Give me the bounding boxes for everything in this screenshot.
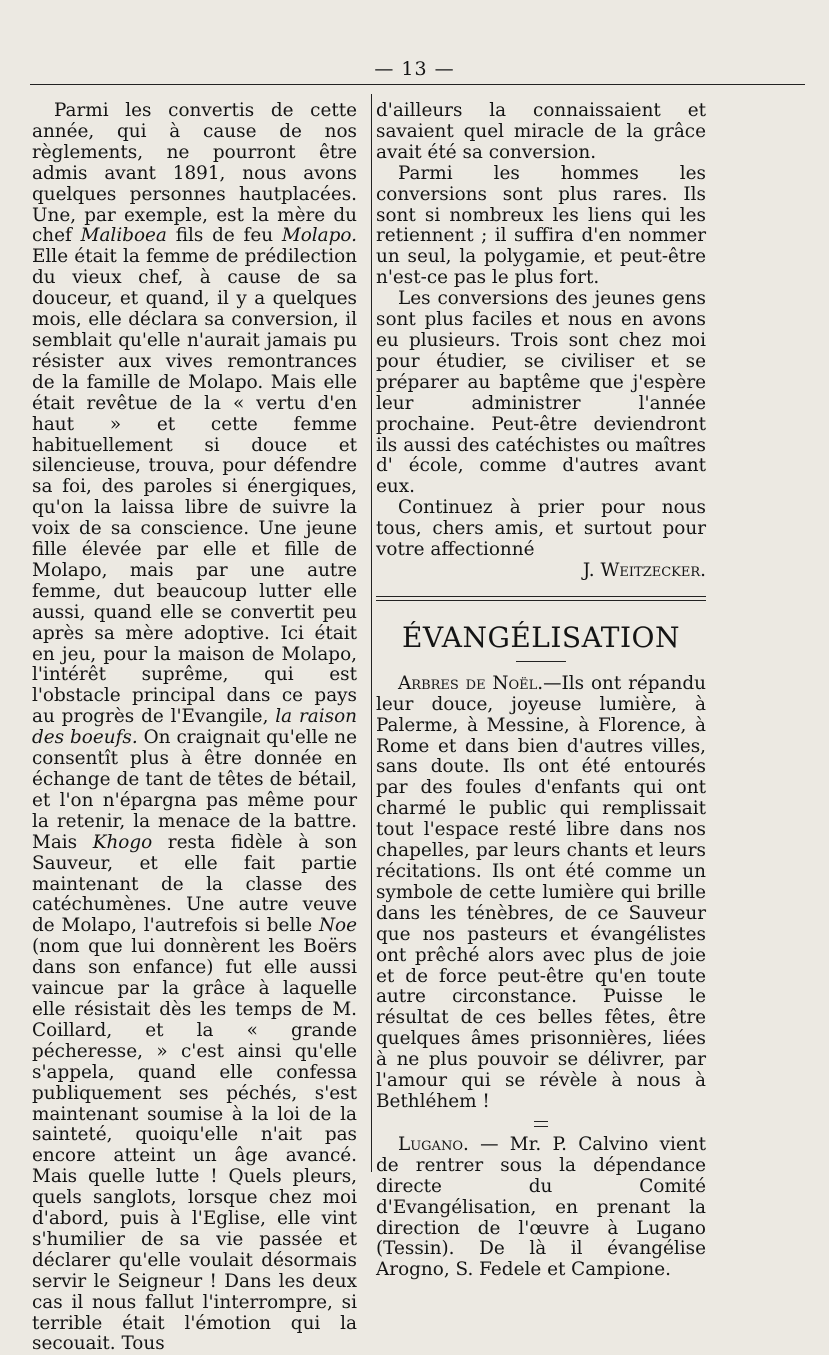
- right-column: [376, 101, 706, 1281]
- paragraph-lugano: [376, 1135, 706, 1281]
- separator-mark: [534, 1121, 548, 1127]
- text-run: Parmi les convertis de cette année, qui à cause de nos règlements, ne pourront être admis avant 1891, nous avons quelques personnes hautplacées. Une, par exemple, est la mère du chef: [32, 100, 357, 247]
- text-run: On craignait qu'elle ne consentît plus à être donnée en échange de tant de têtes de bétail, et l'on n'épargna pas même pour la retenir, la menace de la battre. Mais: [32, 727, 358, 853]
- paragraph-men: Parmi les hommes les conversions sont plus rares. Ils sont si nombreux les liens qui les retiennent ; il suffira d'en nommer un seul, la polygamie, et peut-être n'est-ce pas le plus fort.: [376, 162, 706, 289]
- name-noe: Noe: [318, 915, 357, 937]
- text-run: resta fidèle à son Sauveur, et elle fait partie maintenant de la classe des catéchumènes. Une autre veuve de Molapo, l'autrefois si belle: [32, 831, 358, 937]
- lead-lugano: Lugano.: [398, 1133, 469, 1155]
- signature: J. Weitzecker.: [582, 559, 706, 581]
- name-molapo: Molapo.: [281, 225, 357, 247]
- column-divider: [371, 94, 372, 1172]
- paragraph-continuation: d'ailleurs la connaissaient et savaient quel miracle de la grâce avait été sa conversion.: [376, 100, 706, 163]
- paragraph-christmas-trees: [376, 674, 706, 1113]
- paragraph-converts: [32, 101, 357, 1355]
- italic-phrase: la raison des boeufs.: [32, 706, 358, 749]
- heading-rule: [516, 661, 566, 662]
- name-maliboea: Maliboea: [80, 225, 167, 247]
- top-rule: [30, 84, 805, 85]
- text-run: — Mr. P. Calvino vient de rentrer sous la dépendance directe du Comité d'Evangélisation, en prenant la direction de l'œuvre à Lugano (Tessin). De là il évangélise Arogno, S. Fedele et Campione.: [376, 1133, 706, 1281]
- text-run: Elle était la femme de prédilection du vieux chef, à cause de sa douceur, et quand, il y a quelques mois, elle déclara sa conversion, il semblait qu'elle n'aurait jamais pu résister aux vives remontrances de la famille de Molapo. Mais elle était revêtue de la « vertu d'en haut » et cette femme habituellement si douce et silencieuse, trouva, pour défendre sa foi, des paroles si énergiques, qu'on la laissa libre de suivre la voix de sa conscience. Une jeune fille élevée par elle et fille de Molapo, mais par une autre femme, dut beaucoup lutter elle aussi, quand elle se convertit peu après sa mère adoptive. Ici était en jeu, pour la maison de Molapo, l'intérêt suprême, qui est l'obstacle principal dans ce pays au progrès de l'Evangile,: [32, 246, 357, 728]
- lead-arbres-de-noel: Arbres de Noël.: [398, 672, 544, 694]
- text-run: —Ils ont répandu leur douce, joyeuse lumière, à Palerme, à Messine, à Florence, à Rome et dans bien d'autres villes, sans doute. Ils ont été entourés par des foules d'enfants qui ont charmé le public qui remplissait tout l'espace resté libre dans nos chapelles, par leurs chants et leurs récitations. Ils ont été comme un symbole de cette lumière qui brille dans les ténèbres, de ce Sauveur que nos pasteurs et évangélistes ont prêché alors avec plus de joie et de force peut-être qu'en toute autre circonstance. Puisse le résultat de ces belles fêtes, être quelques âmes prisonnières, liées à ne plus pouvoir se délivrer, par l'amour qui se révèle à nous à Bethléhem !: [376, 672, 706, 1112]
- page-number: — 13 —: [374, 58, 455, 80]
- paragraph-young-men: Les conversions des jeunes gens sont plus faciles et nous en avons eu plusieurs. Trois sont chez moi pour étudier, se civiliser et se préparer au baptême que j'espère leur administrer l'année prochaine. Peut-être deviendront ils aussi des catéchistes ou maîtres d' école, comme d'autres avant eux.: [376, 288, 706, 498]
- section-heading: ÉVANGÉLISATION: [401, 620, 680, 654]
- name-khogo: Khogo: [92, 831, 153, 853]
- left-column: [32, 101, 357, 1355]
- text-run: (nom que lui donnèrent les Boërs dans son enfance) fut elle aussi vaincue par la grâce à laquelle elle résistait dès les temps de M. Coillard, et la « grande pécheresse, » c'est ainsi qu'elle s'appela, quand elle confessa publiquement ses péchés, s'est maintenant soumise à la loi de la sainteté, quoiqu'elle n'ait pas encore atteint un âge avancé. Mais quelle lutte ! Quels pleurs, quels sanglots, lorsque chez moi d'abord, puis à l'Eglise, elle vint s'humilier de sa vie passée et déclarer qu'elle voulait désormais servir le Seigneur ! Dans les deux cas il nous fallut l'interrompre, si terrible était l'émotion qui la secouait. Tous: [32, 936, 357, 1355]
- text-run: fils de feu: [166, 225, 282, 247]
- paragraph-closing: Continuez à prier pour nous tous, chers amis, et surtout pour votre affectionné: [376, 497, 706, 561]
- section-double-rule: [376, 596, 706, 601]
